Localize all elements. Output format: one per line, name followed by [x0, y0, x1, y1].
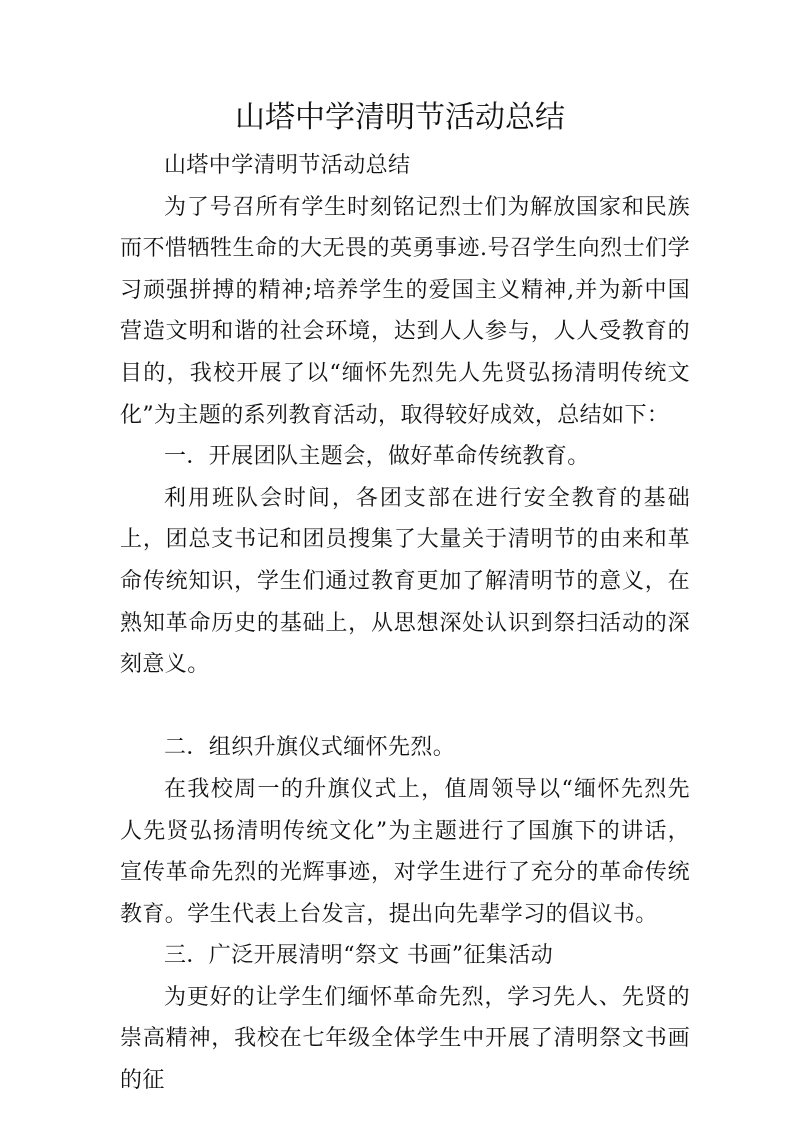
intro-paragraph: 为了号召所有学生时刻铭记烈士们为解放国家和民族而不惜牺牲生命的大无畏的英勇事迹.号召学生向烈士们学习顽强拼搏的精神;培养学生的爱国主义精神,并为新中国营造文明和谐的社会环境，达到人人参与，人人受教育的目的，我校开展了以“缅怀先烈先人先贤弘扬清明传统文化”为主题的系列教育活动，取得较好成效，总结如下： [120, 194, 690, 428]
section-3-paragraph: 为更好的让学生们缅怀革命先烈，学习先人、先贤的崇高精神，我校在七年级全体学生中开展了清明祭文书画的征 [120, 984, 690, 1094]
section-1-paragraph: 利用班队会时间，各团支部在进行安全教育的基础上，团总支书记和团员搜集了大量关于清明节的由来和革命传统知识，学生们通过教育更加了解清明节的意义，在熟知革命历史的基础上，从思想深处认识到祭扫活动的深刻意义。 [120, 485, 690, 678]
section-heading-1: 一．开展团队主题会，做好革命传统教育。 [164, 444, 590, 470]
blank-line [120, 686, 690, 728]
section-2-paragraph: 在我校周一的升旗仪式上，值周领导以“缅怀先烈先人先贤弘扬清明传统文化”为主题进行了国旗下的讲话，宣传革命先烈的光辉事迹，对学生进行了充分的革命传统教育。学生代表上台发言，提出向先辈学习的倡议书。 [120, 776, 690, 927]
section-heading-2: 二．组织升旗仪式缅怀先烈。 [164, 735, 456, 761]
document-body [120, 145, 690, 1102]
section-heading-3: 三．广泛开展清明“祭文 书画”征集活动 [164, 943, 554, 969]
subtitle-paragraph: 山塔中学清明节活动总结 [164, 153, 411, 178]
document-title: 山塔中学清明节活动总结 [235, 100, 565, 135]
